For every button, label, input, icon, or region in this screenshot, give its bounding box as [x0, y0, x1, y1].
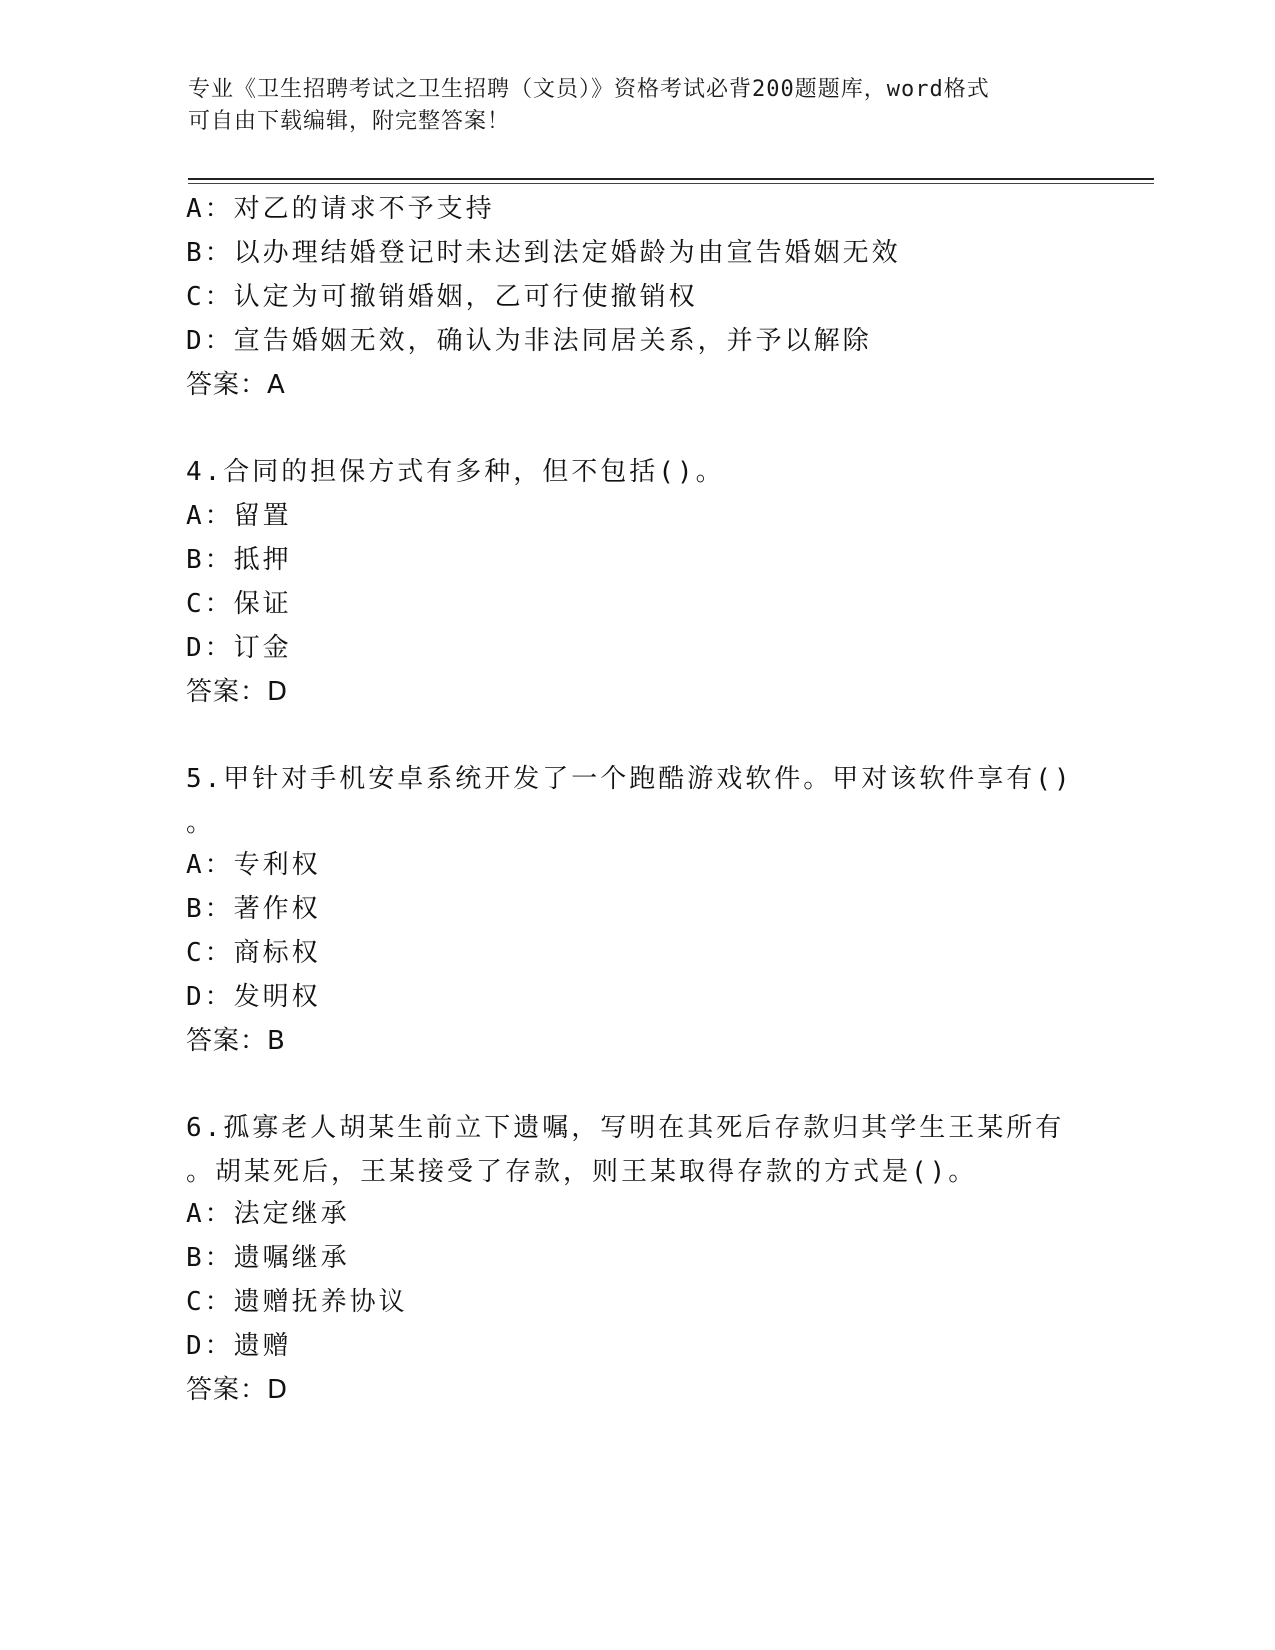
header-divider-thin [188, 183, 1154, 184]
header-line-2: 可自由下载编辑，附完整答案！ [188, 109, 511, 134]
q5-option-d: D：发明权 [186, 982, 321, 1012]
header-line-1: 专业《卫生招聘考试之卫生招聘（文员）》资格考试必背200题题库，word格式 [188, 77, 990, 102]
q4-option-b: B：抵押 [186, 545, 292, 575]
q4-answer: 答案：D [186, 677, 289, 707]
q4-option-d: D：订金 [186, 633, 292, 663]
header-divider-thick [188, 178, 1154, 180]
q6-option-b: B：遗嘱继承 [186, 1243, 350, 1273]
q5-answer: 答案：B [186, 1026, 286, 1056]
q4-option-a: A：留置 [186, 501, 292, 531]
q6-option-c: C：遗赠抚养协议 [186, 1287, 408, 1317]
q6-option-d: D：遗赠 [186, 1331, 292, 1361]
q5-option-a: A：专利权 [186, 850, 321, 880]
q3-option-a: A：对乙的请求不予支持 [186, 194, 495, 224]
q4-question: 4.合同的担保方式有多种，但不包括()。 [186, 457, 725, 487]
q5-option-c: C：商标权 [186, 938, 321, 968]
q6-question-line-2: 。胡某死后，王某接受了存款，则王某取得存款的方式是()。 [186, 1157, 978, 1187]
q5-question-line-2: 。 [186, 808, 216, 838]
q6-option-a: A：法定继承 [186, 1199, 350, 1229]
q5-option-b: B：著作权 [186, 894, 321, 924]
q6-answer: 答案：D [186, 1375, 289, 1405]
q3-option-b: B：以办理结婚登记时未达到法定婚龄为由宣告婚姻无效 [186, 238, 901, 268]
document-header [188, 74, 1068, 138]
q4-option-c: C：保证 [186, 589, 292, 619]
q5-question-line-1: 5.甲针对手机安卓系统开发了一个跑酷游戏软件。甲对该软件享有() [186, 764, 1073, 794]
q3-option-d: D：宣告婚姻无效，确认为非法同居关系，并予以解除 [186, 326, 872, 356]
q3-option-c: C：认定为可撤销婚姻，乙可行使撤销权 [186, 282, 698, 312]
q3-answer: 答案：A [186, 370, 286, 400]
q6-question-line-1: 6.孤寡老人胡某生前立下遗嘱，写明在其死后存款归其学生王某所有 [186, 1113, 1065, 1143]
